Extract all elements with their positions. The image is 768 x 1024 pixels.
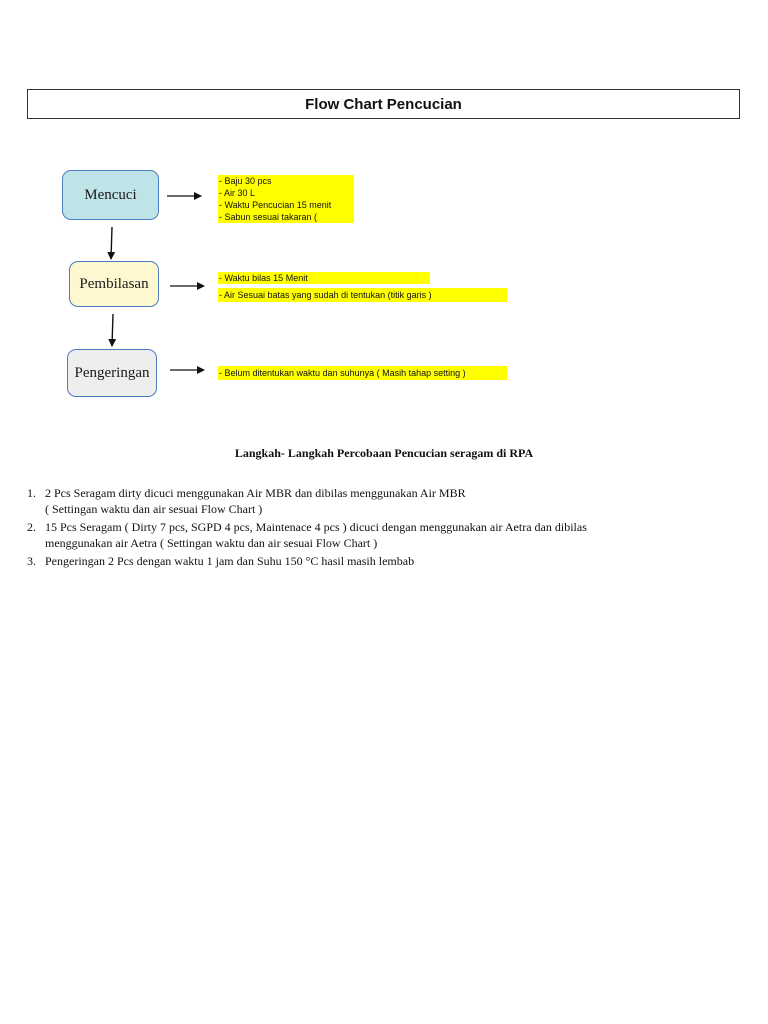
- note-pengeringan-1: - Belum ditentukan waktu dan suhunya ( Masih tahap setting ): [218, 366, 507, 380]
- procedure-list: [27, 485, 747, 571]
- note-mencuci-2: - Air 30 L: [218, 187, 354, 199]
- page-title: Flow Chart Pencucian: [305, 95, 462, 113]
- list-item: [27, 553, 747, 569]
- note-mencuci-4: - Sabun sesuai takaran (: [218, 211, 354, 223]
- list-number: 3.: [27, 554, 36, 568]
- note-mencuci-1: - Baju 30 pcs: [218, 175, 354, 187]
- list-line: ( Settingan waktu dan air sesuai Flow Chart ): [45, 502, 263, 516]
- list-line: Pengeringan 2 Pcs dengan waktu 1 jam dan Suhu 150 °C hasil masih lembab: [45, 554, 415, 568]
- step-mencuci-label: Mencuci: [84, 186, 137, 203]
- procedure-heading: Langkah- Langkah Percobaan Pencucian seragam di RPA: [234, 446, 534, 460]
- note-mencuci-3: - Waktu Pencucian 15 menit: [218, 199, 354, 211]
- step-pembilasan-label: Pembilasan: [79, 275, 149, 292]
- step-pengeringan-box: [67, 349, 157, 397]
- list-item: [27, 485, 747, 517]
- step-mencuci-box: [62, 170, 159, 220]
- list-line: 2 Pcs Seragam dirty dicuci menggunakan Air MBR dan dibilas menggunakan Air MBR: [45, 486, 466, 500]
- note-pembilasan-2: - Air Sesuai batas yang sudah di tentukan (titik garis ): [218, 288, 507, 302]
- list-line: menggunakan air Aetra ( Settingan waktu dan air sesuai Flow Chart ): [45, 536, 378, 550]
- step-pembilasan-box: [69, 261, 159, 307]
- title-box: [27, 89, 740, 119]
- arrow-pembilasan-to-pengeringan: [112, 314, 113, 346]
- step-pengeringan-label: Pengeringan: [74, 364, 150, 381]
- list-line: 15 Pcs Seragam ( Dirty 7 pcs, SGPD 4 pcs, Maintenace 4 pcs ) dicuci dengan menggunakan air Aetra dan dibilas: [45, 520, 587, 534]
- note-pembilasan-1: - Waktu bilas 15 Menit: [218, 272, 430, 284]
- arrow-mencuci-to-pembilasan: [111, 227, 112, 259]
- list-number: 2.: [27, 520, 36, 534]
- list-item: [27, 519, 747, 551]
- list-number: 1.: [27, 486, 36, 500]
